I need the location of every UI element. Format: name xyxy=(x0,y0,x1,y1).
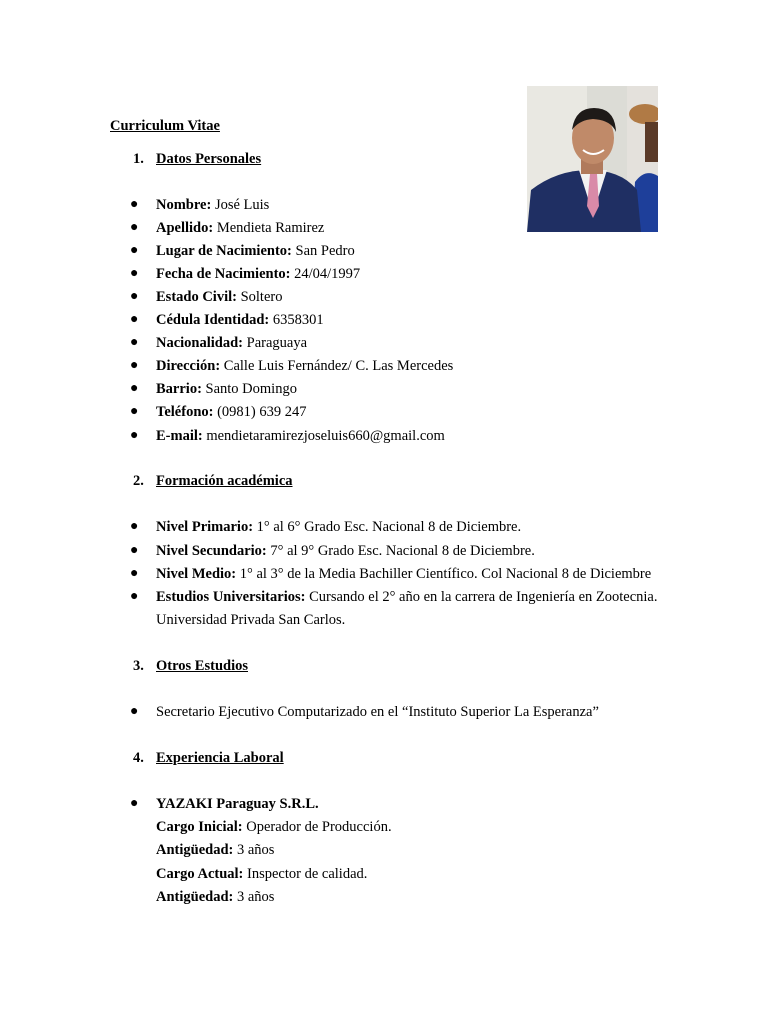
bullet: ● xyxy=(130,428,139,443)
field-label: Nivel Secundario: xyxy=(156,543,267,559)
bullet: ● xyxy=(130,197,139,212)
bullet: ● xyxy=(130,266,139,281)
field-value: 3 años xyxy=(233,842,275,858)
section-title: Formación académica xyxy=(156,473,293,489)
section-number: 1. xyxy=(133,151,144,167)
bullet: ● xyxy=(130,566,139,581)
field-label: Cargo Actual: xyxy=(156,866,244,882)
personal-item-cedula xyxy=(156,311,324,329)
bullet: ● xyxy=(130,243,139,258)
field-value: San Pedro xyxy=(291,243,355,259)
education-item-universitarios xyxy=(156,588,657,606)
field-value: 6358301 xyxy=(269,312,324,328)
bullet: ● xyxy=(130,404,139,419)
field-value: José Luis xyxy=(211,197,270,213)
profile-photo xyxy=(527,86,658,232)
field-label: Nacionalidad: xyxy=(156,335,244,351)
section-number: 2. xyxy=(133,473,144,489)
field-label: E-mail: xyxy=(156,428,203,444)
section-title: Otros Estudios xyxy=(156,658,248,674)
field-value: 7° al 9° Grado Esc. Nacional 8 de Diciembre. xyxy=(266,543,535,559)
field-label: Dirección: xyxy=(156,358,221,374)
field-label: Estado Civil: xyxy=(156,289,237,305)
bullet: ● xyxy=(130,358,139,373)
bullet: ● xyxy=(130,289,139,304)
education-item-medio xyxy=(156,565,651,583)
field-value: 24/04/1997 xyxy=(290,266,361,282)
field-value: 3 años xyxy=(233,889,275,905)
field-label: Antigüedad: xyxy=(156,889,234,905)
profile-photo-image xyxy=(527,86,658,232)
bullet: ● xyxy=(130,704,139,719)
field-label: Nivel Primario: xyxy=(156,519,254,535)
bullet: ● xyxy=(130,796,139,811)
field-label: Teléfono: xyxy=(156,404,214,420)
field-value: Soltero xyxy=(236,289,283,305)
other-studies-item: Secretario Ejecutivo Computarizado en el “Instituto Superior La Esperanza” xyxy=(156,704,599,720)
field-value: Calle Luis Fernández/ C. Las Mercedes xyxy=(220,358,454,374)
bullet: ● xyxy=(130,543,139,558)
work-item-cargo-inicial xyxy=(156,818,392,836)
bullet: ● xyxy=(130,220,139,235)
field-label: Nombre: xyxy=(156,197,212,213)
personal-item-lugar-nacimiento xyxy=(156,242,355,260)
personal-item-estado-civil xyxy=(156,288,282,306)
field-value: Operador de Producción. xyxy=(242,819,392,835)
email-value: mendietaramirezjoseluis660@gmail.com xyxy=(202,428,445,444)
education-item-universitarios-continued: Universidad Privada San Carlos. xyxy=(156,612,346,628)
field-label: Estudios Universitarios: xyxy=(156,589,306,605)
personal-item-barrio xyxy=(156,380,297,398)
field-label: Fecha de Nacimiento: xyxy=(156,266,291,282)
document-title: Curriculum Vitae xyxy=(110,118,220,134)
field-value: Mendieta Ramirez xyxy=(213,220,325,236)
bullet: ● xyxy=(130,335,139,350)
work-item-antiguedad xyxy=(156,888,274,906)
field-label: Apellido: xyxy=(156,220,214,236)
work-item-antiguedad xyxy=(156,841,274,859)
field-label: Lugar de Nacimiento: xyxy=(156,243,292,259)
field-label: Antigüedad: xyxy=(156,842,234,858)
field-value: (0981) 639 247 xyxy=(213,404,307,420)
bullet: ● xyxy=(130,312,139,327)
section-title: Datos Personales xyxy=(156,151,262,167)
field-value: Paraguaya xyxy=(243,335,308,351)
personal-item-direccion xyxy=(156,357,453,375)
field-value: Cursando el 2° año en la carrera de Ingeniería en Zootecnia. xyxy=(305,589,658,605)
personal-item-fecha-nacimiento xyxy=(156,265,360,283)
field-label: Cargo Inicial: xyxy=(156,819,243,835)
field-value: Santo Domingo xyxy=(201,381,297,397)
personal-item-email xyxy=(156,427,445,445)
field-label: Nivel Medio: xyxy=(156,566,237,582)
section-title: Experiencia Laboral xyxy=(156,750,284,766)
personal-item-apellido xyxy=(156,219,324,237)
education-item-secundario xyxy=(156,542,535,560)
personal-item-telefono xyxy=(156,403,307,421)
bullet: ● xyxy=(130,589,139,604)
work-item-cargo-actual xyxy=(156,865,367,883)
field-value: 1° al 6° Grado Esc. Nacional 8 de Diciembre. xyxy=(253,519,522,535)
personal-item-nombre xyxy=(156,196,269,214)
field-label: Barrio: xyxy=(156,381,202,397)
bullet: ● xyxy=(130,519,139,534)
bullet: ● xyxy=(130,381,139,396)
field-value: 1° al 3° de la Media Bachiller Científico. Col Nacional 8 de Diciembre xyxy=(236,566,652,582)
section-number: 4. xyxy=(133,750,144,766)
field-label: Cédula Identidad: xyxy=(156,312,270,328)
section-number: 3. xyxy=(133,658,144,674)
field-value: Inspector de calidad. xyxy=(243,866,368,882)
education-item-primario xyxy=(156,518,521,536)
work-company: YAZAKI Paraguay S.R.L. xyxy=(156,796,319,812)
personal-item-nacionalidad xyxy=(156,334,307,352)
